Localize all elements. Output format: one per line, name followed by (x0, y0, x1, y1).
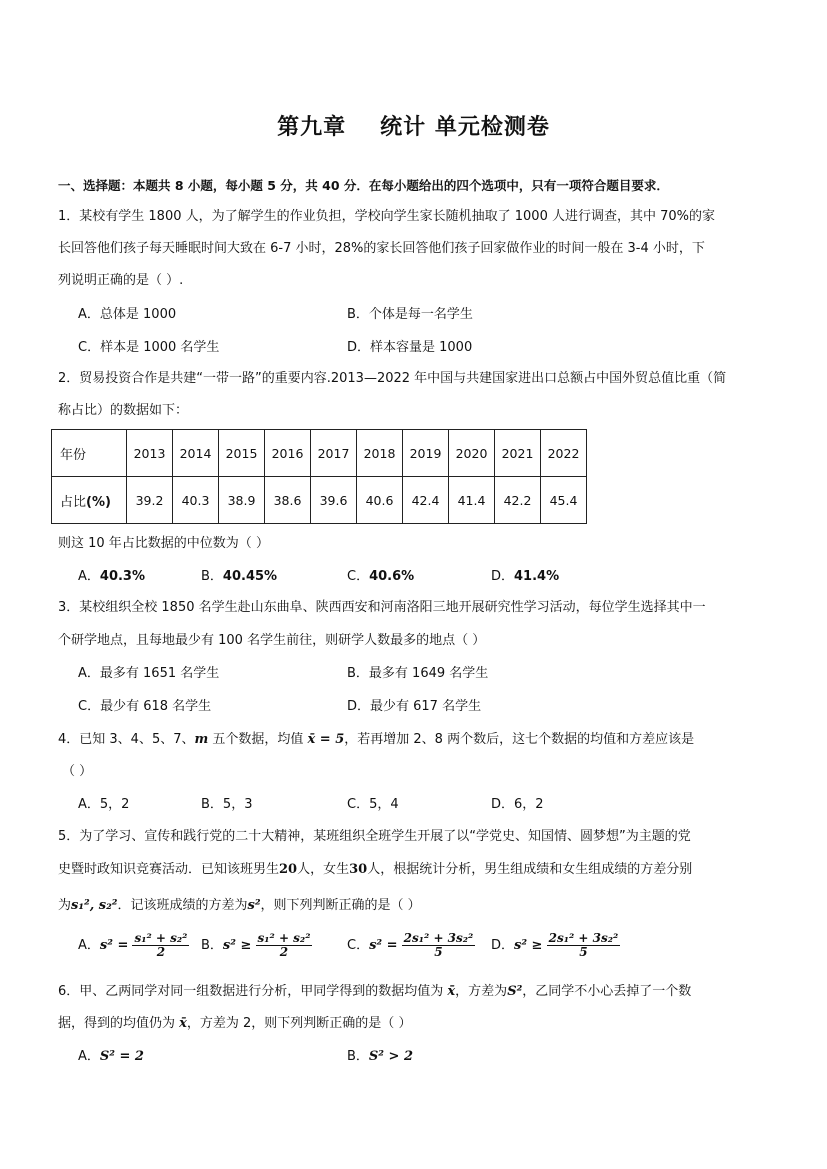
q4-mean-eq: x̄ = 5 (307, 732, 345, 747)
q5-line-3 (58, 896, 421, 916)
table-cell: 2019 (403, 430, 449, 477)
q1-option-d[interactable]: D．样本容量是 1000 (347, 340, 473, 355)
q2-option-c[interactable] (347, 567, 414, 587)
q6-option-b[interactable] (347, 1047, 413, 1067)
fraction-denominator: 2 (279, 945, 289, 959)
table-cell: 38.9 (219, 477, 265, 524)
fraction-numerator: s₁² + s₂² (257, 931, 311, 945)
q1-line-1: 1．某校有学生 1800 人，为了解学生的作业负担，学校向学生家长随机抽取了 1000 人进行调查，其中 70%的家 (58, 209, 715, 224)
option-value: 40.6% (369, 569, 415, 584)
q5-option-b[interactable] (201, 932, 312, 959)
q4-option-d[interactable]: D．6，2 (491, 797, 544, 812)
table-cell: 2013 (127, 430, 173, 477)
q4-text-b: 五个数据，均值 (208, 732, 308, 747)
option-fraction (256, 932, 313, 959)
q5-boys-count: 20 (279, 862, 298, 877)
q5-total-variance: s² (247, 898, 261, 913)
q5-line-2 (58, 860, 692, 880)
table-cell: 39.6 (311, 477, 357, 524)
q4-text-c: ，若再增加 2、8 两个数后，这七个数据的均值和方差应该是 (344, 732, 695, 747)
q6-mean-symbol: x̄ (179, 1016, 187, 1031)
title-chapter: 第九章 (277, 115, 347, 140)
share-data-table (51, 429, 587, 524)
q5-text-d: 为 (58, 898, 72, 913)
q4-var-m: m (194, 732, 209, 747)
q5-text-e: ．记该班成绩的方差为 (117, 898, 248, 913)
fraction-numerator: 2s₁² + 3s₂² (403, 931, 474, 945)
option-label: A． (78, 569, 100, 584)
q6-text-d: 据，得到的均值仍为 (58, 1016, 180, 1031)
q6-text-a: 6．甲、乙两同学对同一组数据进行分析，甲同学得到的数据均值为 (58, 984, 448, 999)
option-label: C． (347, 938, 370, 953)
table-cell: 39.2 (127, 477, 173, 524)
option-label: D． (491, 569, 515, 584)
q4-text-a: 4．已知 3、4、5、7、 (58, 732, 195, 747)
table-cell: 2021 (495, 430, 541, 477)
q1-line-3: 列说明正确的是（ ）. (58, 273, 184, 288)
q5-option-d[interactable] (491, 932, 620, 959)
q3-option-c[interactable]: C．最少有 618 名学生 (78, 699, 212, 714)
page-title (0, 110, 827, 141)
table-cell: 2022 (541, 430, 587, 477)
fraction-denominator: 5 (434, 945, 443, 959)
option-fraction (132, 932, 189, 959)
q5-line-1: 5．为了学习、宣传和践行党的二十大精神，某班组织全班学生开展了以“学党史、知国情、圆梦想”为主题的党 (58, 829, 691, 844)
q2-option-d[interactable] (491, 567, 559, 587)
option-value: 41.4% (514, 569, 560, 584)
share-label: 占比 (60, 494, 87, 510)
option-lhs: s² ≥ (222, 938, 252, 953)
option-label: A． (78, 1049, 100, 1064)
fraction-numerator: 2s₁² + 3s₂² (548, 931, 619, 945)
table-cell: 2020 (449, 430, 495, 477)
option-label: B． (201, 569, 223, 584)
q6-variance-symbol: S² (507, 984, 523, 999)
q6-option-a[interactable] (78, 1047, 144, 1067)
q1-option-c[interactable]: C．样本是 1000 名学生 (78, 340, 220, 355)
fraction-numerator: s₁² + s₂² (134, 931, 188, 945)
table-cell: 45.4 (541, 477, 587, 524)
table-cell: 42.2 (495, 477, 541, 524)
q2-line-1: 2．贸易投资合作是共建“一带一路”的重要内容.2013—2022 年中国与共建国家进出口总额占中国外贸总值比重（简 (58, 371, 727, 386)
section-heading: 一、选择题：本题共 8 小题，每小题 5 分，共 40 分．在每小题给出的四个选项中，只有一项符合题目要求． (58, 178, 669, 193)
q1-option-a[interactable]: A．总体是 1000 (78, 307, 177, 322)
option-label: B． (201, 938, 223, 953)
option-fraction (547, 932, 621, 959)
q5-girls-count: 30 (349, 862, 368, 877)
table-cell: 2017 (311, 430, 357, 477)
share-unit: (%) (86, 494, 111, 510)
q2-question: 则这 10 年占比数据的中位数为（ ） (58, 536, 269, 551)
q1-option-b[interactable]: B．个体是每一名学生 (347, 307, 473, 322)
fraction-denominator: 2 (156, 945, 166, 959)
table-cell: 38.6 (265, 477, 311, 524)
q3-option-d[interactable]: D．最少有 617 名学生 (347, 699, 482, 714)
q1-line-2: 长回答他们孩子每天睡眠时间大致在 6-7 小时，28%的家长回答他们孩子回家做作业的时间一般在 3-4 小时，下 (58, 241, 705, 256)
q3-option-b[interactable]: B．最多有 1649 名学生 (347, 666, 489, 681)
option-lhs: s² = (99, 938, 129, 953)
table-cell: 40.3 (173, 477, 219, 524)
table-cell: 2016 (265, 430, 311, 477)
table-cell: 2015 (219, 430, 265, 477)
option-label: A． (78, 938, 100, 953)
q5-text-a: 史暨时政知识竞赛活动．已知该班男生 (58, 862, 280, 877)
table-cell: 2014 (173, 430, 219, 477)
table-cell: 2018 (357, 430, 403, 477)
q5-text-c: 人，根据统计分析，男生组成绩和女生组成绩的方差分别 (367, 862, 693, 877)
q6-line-2 (58, 1014, 411, 1034)
q2-line-2: 称占比）的数据如下： (58, 403, 189, 418)
option-fraction (402, 932, 476, 959)
option-label: D． (491, 938, 515, 953)
option-lhs: s² ≥ (514, 938, 543, 953)
q4-option-b[interactable]: B．5，3 (201, 797, 253, 812)
q6-text-c: ，乙同学不小心丢掉了一个数 (522, 984, 692, 999)
q3-line-1: 3．某校组织全校 1850 名学生赴山东曲阜、陕西西安和河南洛阳三地开展研究性学习活动，每位学生选择其中一 (58, 600, 706, 615)
table-cell: 42.4 (403, 477, 449, 524)
q5-option-c[interactable] (347, 932, 475, 959)
q6-mean-symbol: x̄ (447, 984, 456, 999)
table-header-year: 年份 (52, 430, 127, 477)
table-header-share (52, 477, 127, 524)
q2-option-a[interactable] (78, 567, 145, 587)
option-lhs: s² = (369, 938, 398, 953)
q3-line-2: 个研学地点，且每地最少有 100 名学生前往，则研学人数最多的地点（ ） (58, 633, 486, 648)
q5-option-a[interactable] (78, 932, 189, 959)
q4-line-1 (58, 730, 694, 750)
option-value: 40.45% (222, 569, 278, 584)
q5-variances: s₁², s₂² (71, 898, 118, 913)
q5-text-b: 人，女生 (297, 862, 350, 877)
title-subject: 统计 单元检测卷 (380, 115, 550, 140)
q5-text-f: ，则下列判断正确的是（ ） (260, 898, 421, 913)
q3-option-a[interactable]: A．最多有 1651 名学生 (78, 666, 220, 681)
option-label: B． (347, 1049, 369, 1064)
option-value: 40.3% (99, 569, 146, 584)
q4-option-c[interactable]: C．5，4 (347, 797, 399, 812)
table-row-share (52, 477, 587, 524)
option-math: S² = 2 (99, 1049, 144, 1064)
q6-text-e: ，方差为 2，则下列判断正确的是（ ） (186, 1016, 412, 1031)
table-cell: 41.4 (449, 477, 495, 524)
q6-line-1 (58, 982, 691, 1002)
q4-line-2: （ ） (62, 764, 93, 779)
q4-option-a[interactable]: A．5，2 (78, 797, 130, 812)
q6-text-b: ，方差为 (455, 984, 508, 999)
table-row-years (52, 430, 587, 477)
fraction-denominator: 5 (579, 945, 588, 959)
option-label: C． (347, 569, 370, 584)
q2-option-b[interactable] (201, 567, 277, 587)
option-math: S² > 2 (368, 1049, 413, 1064)
table-cell: 40.6 (357, 477, 403, 524)
